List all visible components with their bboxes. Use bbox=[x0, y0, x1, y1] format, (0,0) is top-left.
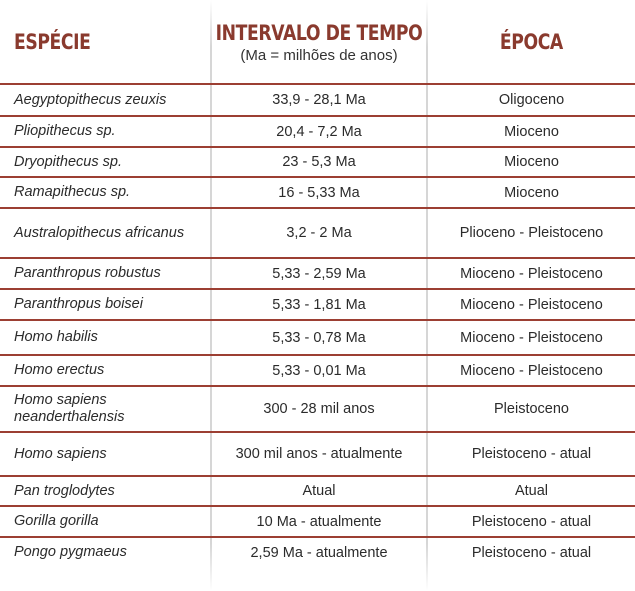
cell-epoca: Pleistoceno - atual bbox=[471, 544, 592, 561]
cell-especie: Homo habilis bbox=[14, 329, 98, 345]
cell-intervalo: 5,33 - 1,81 Ma bbox=[272, 296, 366, 313]
cell-epoca: Mioceno bbox=[504, 123, 559, 140]
cell-intervalo: Atual bbox=[302, 483, 336, 499]
cell-epoca: Mioceno - Pleistoceno bbox=[460, 296, 603, 313]
cell-epoca: Oligoceno bbox=[498, 92, 565, 108]
table-row bbox=[0, 537, 635, 568]
cell-especie: Paranthropus boisei bbox=[14, 296, 143, 312]
header-epoca-label: ÉPOCA bbox=[500, 30, 563, 54]
header-intervalo-label: INTERVALO DE TEMPO bbox=[215, 20, 423, 45]
header-especie bbox=[14, 0, 204, 84]
table-row bbox=[0, 355, 635, 386]
cell-intervalo: 33,9 - 28,1 Ma bbox=[272, 92, 366, 108]
cell-especie: Paranthropus robustus bbox=[14, 265, 161, 281]
table-row bbox=[0, 432, 635, 476]
cell-especie: Pliopithecus sp. bbox=[14, 123, 116, 139]
cell-especie: Homo erectus bbox=[14, 362, 105, 378]
cell-especie: Dryopithecus sp. bbox=[14, 153, 122, 170]
table-row bbox=[0, 147, 635, 177]
cell-especie: Pongo pygmaeus bbox=[14, 544, 127, 560]
cell-intervalo: 3,2 - 2 Ma bbox=[286, 225, 352, 241]
table-row bbox=[0, 289, 635, 320]
cell-epoca: Mioceno - Pleistoceno bbox=[460, 329, 603, 346]
cell-epoca: Pleistoceno - atual bbox=[471, 513, 592, 530]
table-header bbox=[0, 0, 635, 84]
header-intervalo-subtitle: (Ma = milhões de anos) bbox=[240, 46, 398, 64]
cell-epoca: Atual bbox=[514, 483, 549, 499]
header-intervalo bbox=[212, 0, 426, 84]
cell-epoca: Plioceno - Pleistoceno bbox=[459, 225, 604, 241]
cell-intervalo: 23 - 5,3 Ma bbox=[282, 154, 356, 170]
table-row bbox=[0, 386, 635, 432]
cell-especie: Aegyptopithecus zeuxis bbox=[14, 91, 167, 108]
cell-especie: Homo sapiens neanderthalensis bbox=[14, 392, 125, 425]
cell-intervalo: 10 Ma - atualmente bbox=[256, 513, 382, 530]
header-especie-label: ESPÉCIE bbox=[14, 30, 91, 54]
table-row bbox=[0, 506, 635, 537]
cell-epoca: Mioceno - Pleistoceno bbox=[460, 265, 603, 282]
cell-intervalo: 20,4 - 7,2 Ma bbox=[276, 123, 362, 140]
cell-intervalo: 16 - 5,33 Ma bbox=[278, 184, 360, 201]
cell-epoca: Mioceno - Pleistoceno bbox=[460, 362, 603, 379]
cell-especie: Ramapithecus sp. bbox=[14, 184, 131, 200]
cell-intervalo: 300 mil anos - atualmente bbox=[235, 446, 403, 462]
table-row bbox=[0, 116, 635, 147]
cell-intervalo: 2,59 Ma - atualmente bbox=[250, 544, 388, 561]
cell-epoca: Mioceno bbox=[504, 154, 559, 170]
table-row bbox=[0, 258, 635, 289]
cell-intervalo: 5,33 - 2,59 Ma bbox=[272, 265, 366, 282]
table-row bbox=[0, 208, 635, 258]
cell-epoca: Pleistoceno bbox=[494, 401, 569, 417]
cell-intervalo: 300 - 28 mil anos bbox=[263, 401, 375, 417]
table-row bbox=[0, 84, 635, 116]
cell-epoca: Pleistoceno - atual bbox=[471, 446, 592, 462]
cell-especie: Australopithecus africanus bbox=[14, 224, 185, 241]
table-row bbox=[0, 476, 635, 506]
cell-especie: Homo sapiens bbox=[14, 445, 107, 462]
cell-especie: Pan troglodytes bbox=[14, 482, 115, 499]
table-row bbox=[0, 320, 635, 355]
cell-intervalo: 5,33 - 0,01 Ma bbox=[272, 362, 366, 379]
cell-especie: Gorilla gorilla bbox=[14, 513, 99, 529]
cell-intervalo: 5,33 - 0,78 Ma bbox=[272, 329, 366, 346]
table-row bbox=[0, 177, 635, 208]
cell-epoca: Mioceno bbox=[504, 184, 559, 201]
header-epoca bbox=[428, 0, 635, 84]
